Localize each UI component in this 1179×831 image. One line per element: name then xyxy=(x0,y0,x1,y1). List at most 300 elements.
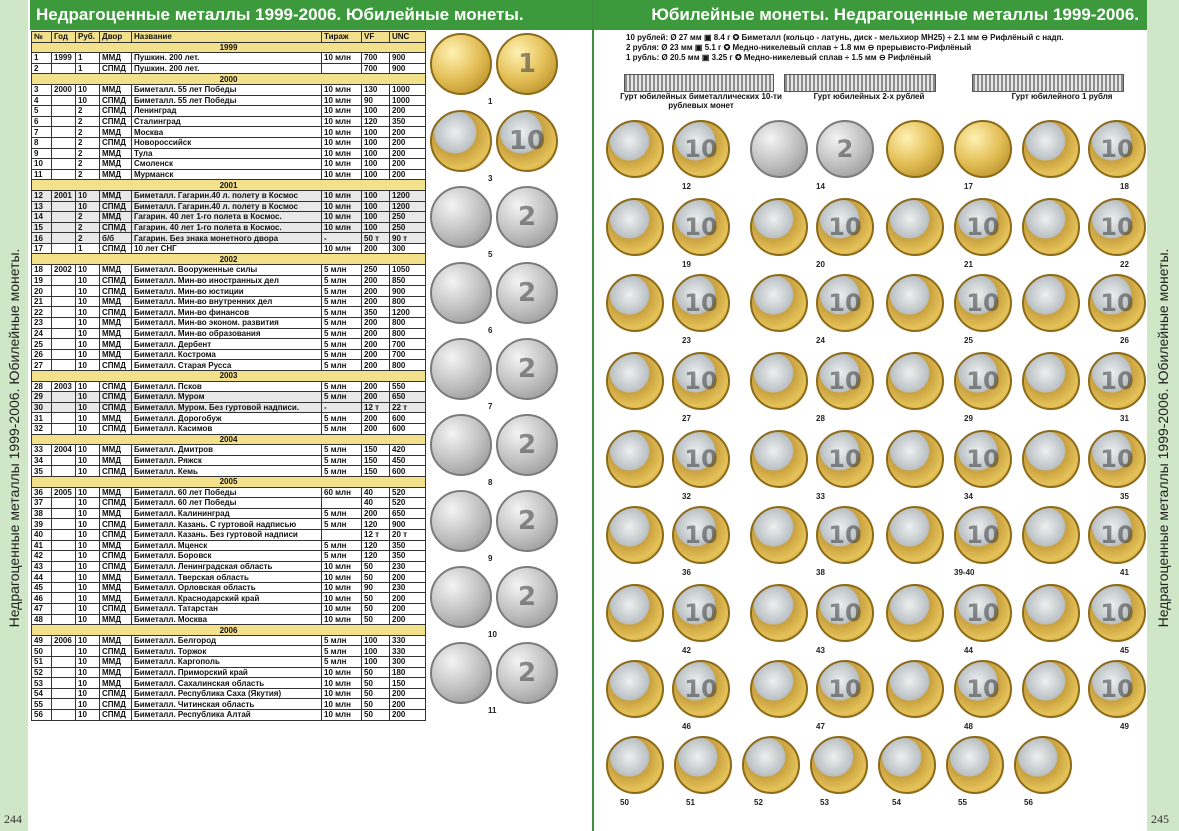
coin-reverse-image xyxy=(1088,660,1146,718)
table-cell: 10 млн xyxy=(322,593,362,604)
table-cell: 2005 xyxy=(52,487,76,498)
table-cell: ММД xyxy=(100,635,132,646)
table-cell: 130 xyxy=(362,84,390,95)
table-cell: 12 т xyxy=(362,529,390,540)
table-cell: 10 xyxy=(76,667,100,678)
coin-number-label: 48 xyxy=(964,722,973,731)
table-cell: СПМД xyxy=(100,307,132,318)
table-cell: 2 xyxy=(76,169,100,180)
table-cell: СПМД xyxy=(100,551,132,562)
coin-value-text: 10 xyxy=(684,599,718,627)
table-cell: 10 xyxy=(76,392,100,403)
table-cell: 10 xyxy=(76,593,100,604)
column-header: № xyxy=(32,32,52,43)
coin-number-label: 12 xyxy=(682,182,691,191)
table-cell: 100 xyxy=(362,159,390,170)
table-cell: 90 xyxy=(362,582,390,593)
table-cell: 10 млн xyxy=(322,667,362,678)
table-cell: 100 xyxy=(362,190,390,201)
table-cell: 200 xyxy=(362,508,390,519)
table-cell: 50 xyxy=(362,604,390,615)
coin-reverse-image xyxy=(954,430,1012,488)
coin-value-text: 2 xyxy=(836,135,854,163)
table-cell: 10 млн xyxy=(322,614,362,625)
table-cell: 200 xyxy=(362,413,390,424)
coin-value-text: 10 xyxy=(966,675,1000,703)
coin-number-label: 5 xyxy=(488,250,493,259)
coin-obverse-image xyxy=(1014,736,1072,794)
coin-number-label: 42 xyxy=(682,646,691,655)
table-cell: 10 xyxy=(76,529,100,540)
table-cell: СПМД xyxy=(100,381,132,392)
table-row xyxy=(32,106,426,117)
table-cell xyxy=(52,63,76,74)
coin-reverse-image xyxy=(496,642,558,704)
table-cell: СПМД xyxy=(100,498,132,509)
table-cell: 10 xyxy=(76,487,100,498)
coin-reverse-image xyxy=(954,506,1012,564)
edge-label-2-rub: Гурт юбилейных 2-х рублей xyxy=(813,92,925,101)
table-cell: Биметалл. Мин-во финансов xyxy=(132,307,322,318)
table-cell: 10 млн xyxy=(322,582,362,593)
table-cell: 300 xyxy=(390,657,426,668)
table-cell: Биметалл. 55 лет Победы xyxy=(132,95,322,106)
table-cell: 10 xyxy=(76,572,100,583)
table-row xyxy=(32,63,426,74)
table-cell: Биметалл. Торжок xyxy=(132,646,322,657)
coin-number-label: 29 xyxy=(964,414,973,423)
table-cell: Тула xyxy=(132,148,322,159)
table-cell: 10 xyxy=(76,635,100,646)
table-cell: 10 xyxy=(76,328,100,339)
coin-number-label: 6 xyxy=(488,326,493,335)
coin-number-label: 27 xyxy=(682,414,691,423)
coin-reverse-image xyxy=(1088,584,1146,642)
table-cell: 200 xyxy=(362,381,390,392)
table-cell: Гагарин. Без знака монетного двора xyxy=(132,233,322,244)
coin-number-label: 54 xyxy=(892,798,901,807)
table-cell: Биметалл. Мин-во иностранных дел xyxy=(132,275,322,286)
table-cell: ММД xyxy=(100,349,132,360)
table-row xyxy=(32,445,426,456)
table-cell: 450 xyxy=(390,455,426,466)
year-row xyxy=(32,180,426,191)
table-cell: 200 xyxy=(362,328,390,339)
column-header: VF xyxy=(362,32,390,43)
table-row xyxy=(32,275,426,286)
table-cell: 10 млн xyxy=(322,116,362,127)
table-cell: 1000 xyxy=(390,95,426,106)
coin-obverse-image xyxy=(750,430,808,488)
table-cell: 21 xyxy=(32,296,52,307)
table-cell: 10 xyxy=(76,402,100,413)
year-cell: 2005 xyxy=(32,476,426,487)
table-cell: 19 xyxy=(32,275,52,286)
table-cell xyxy=(52,667,76,678)
table-cell: 2 xyxy=(76,106,100,117)
table-cell: 200 xyxy=(362,243,390,254)
coin-value-text: 2 xyxy=(517,202,537,232)
coin-obverse-image xyxy=(430,33,492,95)
coin-value-text: 2 xyxy=(517,506,537,536)
table-row xyxy=(32,233,426,244)
table-cell: Биметалл. Кемь xyxy=(132,466,322,477)
table-cell: 18 xyxy=(32,265,52,276)
year-row xyxy=(32,476,426,487)
year-row xyxy=(32,42,426,53)
table-cell: Биметалл. Республика Алтай xyxy=(132,710,322,721)
table-row xyxy=(32,381,426,392)
table-cell: 200 xyxy=(362,318,390,329)
coin-specs xyxy=(626,33,1064,63)
table-cell: ММД xyxy=(100,445,132,456)
table-cell: 10 xyxy=(76,604,100,615)
coin-value-text: 10 xyxy=(1100,675,1134,703)
table-cell: 5 млн xyxy=(322,466,362,477)
table-cell: 10 млн xyxy=(322,53,362,64)
coin-value-text: 10 xyxy=(828,367,862,395)
table-row xyxy=(32,116,426,127)
table-cell: 38 xyxy=(32,508,52,519)
table-cell: ММД xyxy=(100,455,132,466)
table-cell xyxy=(52,233,76,244)
table-cell: 10 млн xyxy=(322,137,362,148)
table-cell: 230 xyxy=(390,561,426,572)
coin-number-label: 9 xyxy=(488,554,493,563)
table-row xyxy=(32,582,426,593)
table-cell: 10 xyxy=(76,286,100,297)
table-cell xyxy=(52,222,76,233)
table-cell: Биметалл. Муром xyxy=(132,392,322,403)
table-cell: 900 xyxy=(390,53,426,64)
table-cell: 51 xyxy=(32,657,52,668)
table-row xyxy=(32,540,426,551)
table-cell: 2 xyxy=(76,222,100,233)
table-cell: 100 xyxy=(362,212,390,223)
table-cell xyxy=(52,455,76,466)
table-cell: ММД xyxy=(100,328,132,339)
table-cell xyxy=(52,95,76,106)
table-row xyxy=(32,190,426,201)
table-cell: Сталинград xyxy=(132,116,322,127)
table-cell: 17 xyxy=(32,243,52,254)
table-cell: 1200 xyxy=(390,201,426,212)
table-cell: СПМД xyxy=(100,392,132,403)
coin-reverse-image xyxy=(1088,120,1146,178)
table-cell: Мурманск xyxy=(132,169,322,180)
table-cell: ММД xyxy=(100,84,132,95)
table-cell: 50 xyxy=(362,614,390,625)
table-cell: 900 xyxy=(390,63,426,74)
table-cell: 5 млн xyxy=(322,455,362,466)
table-row xyxy=(32,84,426,95)
coin-obverse-image xyxy=(606,352,664,410)
table-cell: 40 xyxy=(32,529,52,540)
table-cell: 350 xyxy=(390,540,426,551)
table-cell: 200 xyxy=(390,159,426,170)
table-cell: Биметалл. Казань. С гуртовой надписью xyxy=(132,519,322,530)
table-cell xyxy=(52,604,76,615)
column-header: Тираж xyxy=(322,32,362,43)
coin-value-text: 10 xyxy=(966,367,1000,395)
table-cell: 600 xyxy=(390,413,426,424)
table-cell: 10 xyxy=(76,710,100,721)
table-cell: 1 xyxy=(76,53,100,64)
table-cell: б/б xyxy=(100,233,132,244)
table-row xyxy=(32,593,426,604)
coin-obverse-image xyxy=(430,642,492,704)
table-row xyxy=(32,159,426,170)
table-cell: 10 xyxy=(76,360,100,371)
table-cell: 120 xyxy=(362,551,390,562)
table-row xyxy=(32,529,426,540)
table-cell: Москва xyxy=(132,127,322,138)
table-cell: Биметалл. Орловская область xyxy=(132,582,322,593)
table-cell: 25 xyxy=(32,339,52,350)
table-cell: СПМД xyxy=(100,360,132,371)
table-cell: 200 xyxy=(390,137,426,148)
coin-reverse-image xyxy=(672,274,730,332)
coin-reverse-image xyxy=(954,660,1012,718)
table-cell: 10 млн xyxy=(322,148,362,159)
coin-obverse-image xyxy=(430,338,492,400)
coin-reverse-image xyxy=(672,198,730,256)
coin-number-label: 46 xyxy=(682,722,691,731)
coin-obverse-image xyxy=(750,274,808,332)
table-cell: 100 xyxy=(362,646,390,657)
table-cell: 200 xyxy=(390,148,426,159)
table-cell: СПМД xyxy=(100,710,132,721)
table-row xyxy=(32,667,426,678)
coin-reverse-image xyxy=(954,584,1012,642)
table-cell: 10 млн xyxy=(322,710,362,721)
coin-value-text: 10 xyxy=(684,289,718,317)
table-cell: 10 xyxy=(76,307,100,318)
table-cell: СПМД xyxy=(100,63,132,74)
coin-reverse-image xyxy=(672,120,730,178)
table-cell: 200 xyxy=(362,423,390,434)
coin-value-text: 10 xyxy=(1100,599,1134,627)
table-cell: 100 xyxy=(362,137,390,148)
table-cell: 90 xyxy=(362,95,390,106)
table-cell: Пушкин. 200 лет. xyxy=(132,63,322,74)
table-cell: 5 млн xyxy=(322,519,362,530)
coin-reverse-image xyxy=(1088,274,1146,332)
column-header: Год xyxy=(52,32,76,43)
table-cell: 800 xyxy=(390,360,426,371)
column-header: UNC xyxy=(390,32,426,43)
left-side-caption: Недрагоценные металлы 1999-2006. Юбилейные монеты. xyxy=(6,248,22,628)
table-cell: СПМД xyxy=(100,646,132,657)
table-row xyxy=(32,148,426,159)
table-cell: 10 xyxy=(76,614,100,625)
table-cell xyxy=(52,328,76,339)
table-cell: 12 xyxy=(32,190,52,201)
table-cell: 2 xyxy=(76,137,100,148)
table-cell xyxy=(322,63,362,74)
year-cell: 2000 xyxy=(32,74,426,85)
table-cell: 10 млн xyxy=(322,84,362,95)
table-cell xyxy=(52,540,76,551)
coin-obverse-image xyxy=(886,660,944,718)
table-cell: 200 xyxy=(390,710,426,721)
coin-value-text: 10 xyxy=(684,367,718,395)
coin-value-text: 2 xyxy=(517,658,537,688)
table-cell: 50 xyxy=(362,667,390,678)
table-cell xyxy=(322,529,362,540)
table-cell: СПМД xyxy=(100,519,132,530)
right-side-caption: Недрагоценные металлы 1999-2006. Юбилейные монеты. xyxy=(1155,248,1171,628)
table-row xyxy=(32,699,426,710)
coin-obverse-image xyxy=(886,430,944,488)
table-cell: 10 xyxy=(76,519,100,530)
table-cell xyxy=(52,296,76,307)
table-cell: 1200 xyxy=(390,190,426,201)
table-cell: 10 xyxy=(76,95,100,106)
table-cell xyxy=(52,593,76,604)
coin-reverse-image xyxy=(1088,506,1146,564)
coin-reverse-image xyxy=(496,566,558,628)
table-cell: 10 xyxy=(76,381,100,392)
column-header: Руб. xyxy=(76,32,100,43)
table-cell: 9 xyxy=(32,148,52,159)
table-cell: 120 xyxy=(362,116,390,127)
table-cell: 5 млн xyxy=(322,551,362,562)
coin-value-text: 10 xyxy=(684,521,718,549)
coin-reverse-image xyxy=(672,506,730,564)
table-cell: 5 млн xyxy=(322,413,362,424)
table-cell: СПМД xyxy=(100,243,132,254)
coin-value-text: 2 xyxy=(517,430,537,460)
table-cell: 43 xyxy=(32,561,52,572)
table-cell: 650 xyxy=(390,392,426,403)
coin-value-text: 10 xyxy=(684,135,718,163)
coin-reverse-image xyxy=(954,274,1012,332)
table-cell: Биметалл. Кострома xyxy=(132,349,322,360)
table-cell: 11 xyxy=(32,169,52,180)
table-cell: Биметалл. Мин-во образования xyxy=(132,328,322,339)
coin-obverse-image xyxy=(430,186,492,248)
table-cell: 1999 xyxy=(52,53,76,64)
coin-reverse-image xyxy=(816,198,874,256)
table-cell: 2 xyxy=(32,63,52,74)
table-cell: 150 xyxy=(362,455,390,466)
table-row xyxy=(32,328,426,339)
table-cell: СПМД xyxy=(100,201,132,212)
table-cell: 10 xyxy=(76,646,100,657)
table-cell: ММД xyxy=(100,296,132,307)
coin-number-label: 8 xyxy=(488,478,493,487)
coin-reverse-image xyxy=(1088,430,1146,488)
table-cell: СПМД xyxy=(100,688,132,699)
coin-obverse-image xyxy=(430,414,492,476)
coin-obverse-image xyxy=(954,120,1012,178)
table-cell: 10 xyxy=(76,265,100,276)
table-cell: 29 xyxy=(32,392,52,403)
table-row xyxy=(32,286,426,297)
table-cell: 10 млн xyxy=(322,678,362,689)
table-cell: 30 xyxy=(32,402,52,413)
table-row xyxy=(32,318,426,329)
table-cell: 700 xyxy=(390,339,426,350)
table-row xyxy=(32,455,426,466)
table-cell: 10 млн xyxy=(322,699,362,710)
table-cell: 5 млн xyxy=(322,508,362,519)
table-cell xyxy=(52,349,76,360)
table-cell: 3 xyxy=(32,84,52,95)
table-cell xyxy=(322,498,362,509)
table-cell: 520 xyxy=(390,498,426,509)
table-row xyxy=(32,466,426,477)
coin-number-label: 35 xyxy=(1120,492,1129,501)
table-cell: 200 xyxy=(390,106,426,117)
coin-number-label: 23 xyxy=(682,336,691,345)
coin-obverse-image xyxy=(430,110,492,172)
table-cell: Новороссийск xyxy=(132,137,322,148)
table-cell: Биметалл. Гагарин.40 л. полету в Космос xyxy=(132,190,322,201)
table-cell: 100 xyxy=(362,201,390,212)
table-cell: Биметалл. Ряжск xyxy=(132,455,322,466)
coin-reverse-image xyxy=(954,198,1012,256)
coin-reverse-image xyxy=(496,186,558,248)
table-row xyxy=(32,265,426,276)
table-cell: Биметалл. 60 лет Победы xyxy=(132,487,322,498)
coin-number-label: 34 xyxy=(964,492,973,501)
coin-number-label: 36 xyxy=(682,568,691,577)
coin-obverse-image xyxy=(886,274,944,332)
table-cell xyxy=(52,646,76,657)
table-cell xyxy=(52,657,76,668)
coin-obverse-image xyxy=(606,430,664,488)
table-cell: 120 xyxy=(362,540,390,551)
table-cell: 40 xyxy=(362,498,390,509)
table-cell: СПМД xyxy=(100,95,132,106)
year-cell: 2002 xyxy=(32,254,426,265)
coin-obverse-image xyxy=(886,352,944,410)
table-cell: 200 xyxy=(362,296,390,307)
table-cell xyxy=(52,551,76,562)
coin-number-label: 21 xyxy=(964,260,973,269)
coin-number-label: 20 xyxy=(816,260,825,269)
table-cell: Ленинград xyxy=(132,106,322,117)
table-cell: 5 млн xyxy=(322,540,362,551)
table-cell: 250 xyxy=(390,222,426,233)
table-cell: 44 xyxy=(32,572,52,583)
table-cell xyxy=(52,106,76,117)
table-cell: 330 xyxy=(390,635,426,646)
table-cell: СПМД xyxy=(100,137,132,148)
spec-1-rub: 1 рубль: Ø 20.5 мм ▣ 3.25 г ✪ Медно-никелевый сплав ÷ 1.5 мм ⊖ Рифлёный xyxy=(626,53,932,62)
spec-2-rub: 2 рубля: Ø 23 мм ▣ 5.1 г ✪ Медно-никелевый сплав ÷ 1.8 мм ⊖ прерывисто-Рифлёный xyxy=(626,43,972,52)
table-cell: 900 xyxy=(390,519,426,530)
coin-number-label: 19 xyxy=(682,260,691,269)
table-cell: 10 млн xyxy=(322,201,362,212)
table-cell: 2003 xyxy=(52,381,76,392)
table-cell: 24 xyxy=(32,328,52,339)
coin-number-label: 52 xyxy=(754,798,763,807)
table-cell xyxy=(52,614,76,625)
table-cell xyxy=(52,275,76,286)
coin-value-text: 10 xyxy=(1100,213,1134,241)
table-cell: Биметалл. Дербент xyxy=(132,339,322,350)
coin-obverse-image xyxy=(750,660,808,718)
table-cell: Биметалл. Тверская область xyxy=(132,572,322,583)
coin-obverse-image xyxy=(430,490,492,552)
edge-label-10-rub: Гурт юбилейных биметаллических 10-ти рублевых монет xyxy=(620,92,782,110)
coin-number-label: 38 xyxy=(816,568,825,577)
table-cell: ММД xyxy=(100,667,132,678)
table-cell: Биметалл. Каргополь xyxy=(132,657,322,668)
